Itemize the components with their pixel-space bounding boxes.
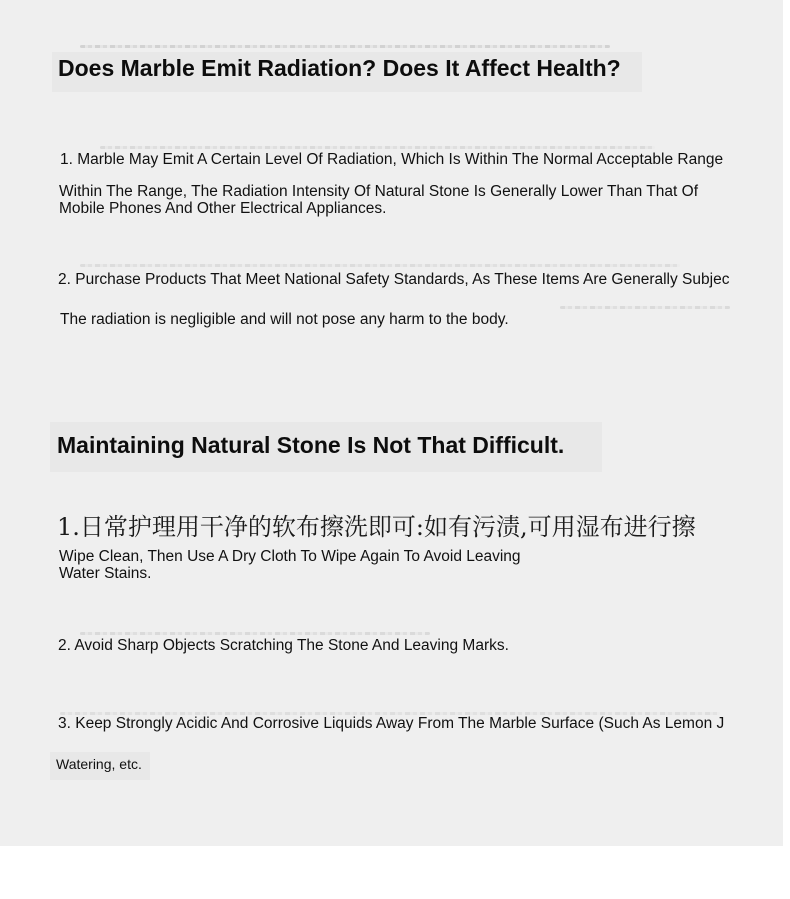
maintenance-point-3-line-2: Watering, etc.: [56, 756, 142, 772]
radiation-point-1-line-1: 1. Marble May Emit A Certain Level Of Radiation, Which Is Within The Normal Acceptable Range: [60, 151, 724, 168]
maintenance-point-3-line-1: 3. Keep Strongly Acidic And Corrosive Liquids Away From The Marble Surface (Such As Lemon J: [58, 715, 725, 732]
radiation-point-1-line-2: Within The Range, The Radiation Intensity Of Natural Stone Is Generally Lower Than That Of: [59, 183, 698, 200]
faded-text-artifact: [100, 146, 655, 149]
maintenance-point-1-line-3: Water Stains.: [59, 565, 152, 582]
faded-text-artifact: [560, 306, 730, 309]
radiation-point-2-line-1: 2. Purchase Products That Meet National Safety Standards, As These Items Are Generally Subjec: [58, 271, 730, 288]
section-title-maintenance: Maintaining Natural Stone Is Not That Difficult.: [57, 432, 565, 458]
radiation-point-2-line-2: The radiation is negligible and will not pose any harm to the body.: [60, 311, 509, 328]
maintenance-point-1-line-2: Wipe Clean, Then Use A Dry Cloth To Wipe Again To Avoid Leaving: [59, 548, 521, 565]
faded-text-artifact: [80, 632, 430, 635]
maintenance-point-2: 2. Avoid Sharp Objects Scratching The Stone And Leaving Marks.: [58, 637, 509, 654]
maintenance-point-1-chinese: 1.日常护理用干净的软布擦洗即可:如有污渍,可用湿布进行擦: [57, 513, 696, 541]
radiation-point-1-line-3: Mobile Phones And Other Electrical Appliances.: [59, 200, 387, 217]
faded-text-artifact: [80, 264, 680, 267]
faded-text-artifact: [80, 45, 610, 48]
section-title-radiation: Does Marble Emit Radiation? Does It Affect Health?: [58, 55, 621, 81]
